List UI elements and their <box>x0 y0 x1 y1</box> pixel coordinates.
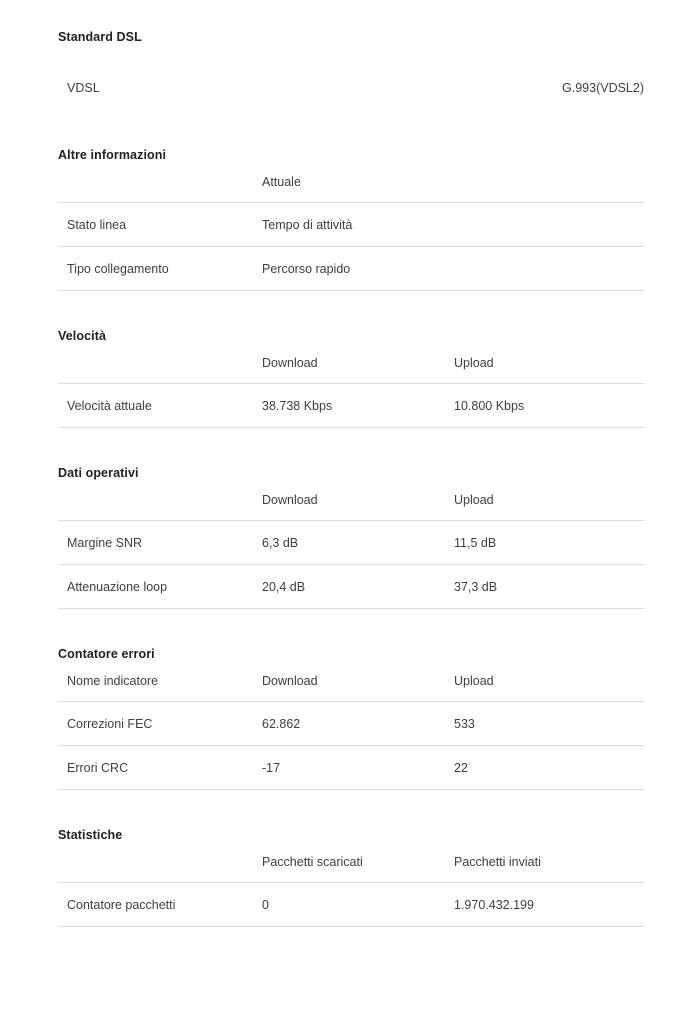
header-col-b: Upload <box>454 674 494 688</box>
header-label <box>58 480 262 520</box>
row-col-a: 62.862 <box>262 702 454 746</box>
table-row <box>58 203 644 247</box>
row-col-a: 0 <box>262 883 454 927</box>
header-col-a: Attuale <box>262 175 301 189</box>
section-velocita <box>0 329 690 428</box>
header-col-a: Download <box>262 493 318 507</box>
row-col-b: 11,5 dB <box>454 521 644 565</box>
table-dati-operativi <box>58 480 644 609</box>
row-col-b: 22 <box>454 746 644 790</box>
row-label: Contatore pacchetti <box>58 883 262 927</box>
table-row <box>58 702 644 746</box>
table-statistiche <box>58 842 644 927</box>
table-row <box>58 384 644 428</box>
header-col-b: Upload <box>454 493 494 507</box>
row-col-a: -17 <box>262 746 454 790</box>
table-row <box>58 521 644 565</box>
section-title-standard-dsl: Standard DSL <box>58 30 142 44</box>
row-col-a: 6,3 dB <box>262 521 454 565</box>
section-title-altre-informazioni: Altre informazioni <box>58 148 167 162</box>
spacer <box>0 428 690 466</box>
row-label: Correzioni FEC <box>58 702 262 746</box>
row-col-b: 533 <box>454 702 644 746</box>
table-header-row <box>58 842 644 882</box>
section-title-statistiche: Statistiche <box>58 828 123 842</box>
standard-dsl-value: G.993(VDSL2) <box>562 81 644 95</box>
row-col-a: Percorso rapido <box>262 247 454 291</box>
header-label <box>58 162 262 202</box>
table-row <box>58 247 644 291</box>
header-col-b <box>454 162 644 202</box>
row-label: Margine SNR <box>58 521 262 565</box>
table-row <box>58 565 644 609</box>
row-col-b: 37,3 dB <box>454 565 644 609</box>
section-title-contatore-errori: Contatore errori <box>58 647 155 661</box>
spacer <box>0 609 690 647</box>
table-altre-informazioni <box>58 162 644 291</box>
header-label <box>58 343 262 383</box>
table-row <box>58 746 644 790</box>
table-header-row <box>58 343 644 383</box>
section-dati-operativi <box>0 466 690 609</box>
header-col-a: Download <box>262 356 318 370</box>
spacer <box>58 44 644 66</box>
row-col-a: 38.738 Kbps <box>262 384 454 428</box>
row-label: Attenuazione loop <box>58 565 262 609</box>
table-contatore-errori <box>58 661 644 790</box>
spacer <box>0 291 690 329</box>
header-col-b: Upload <box>454 356 494 370</box>
header-col-a: Download <box>262 674 318 688</box>
row-col-b: 1.970.432.199 <box>454 883 644 927</box>
table-header-row <box>58 162 644 202</box>
section-contatore-errori <box>0 647 690 790</box>
row-col-a: 20,4 dB <box>262 565 454 609</box>
row-col-b <box>454 247 644 291</box>
table-velocita <box>58 343 644 428</box>
section-standard-dsl <box>0 30 690 110</box>
spacer <box>0 110 690 148</box>
table-row <box>58 883 644 927</box>
standard-dsl-row <box>58 66 644 110</box>
row-label: Tipo collegamento <box>58 247 262 291</box>
section-title-dati-operativi: Dati operativi <box>58 466 139 480</box>
header-col-b: Pacchetti inviati <box>454 855 541 869</box>
section-title-velocita: Velocità <box>58 329 107 343</box>
top-spacer <box>0 0 690 30</box>
header-col-a: Pacchetti scaricati <box>262 855 363 869</box>
row-label: Velocità attuale <box>58 384 262 428</box>
row-col-a: Tempo di attività <box>262 203 454 247</box>
section-statistiche <box>0 828 690 927</box>
table-header-row <box>58 480 644 520</box>
row-label: Errori CRC <box>58 746 262 790</box>
header-label <box>58 842 262 882</box>
row-col-b: 10.800 Kbps <box>454 384 644 428</box>
header-label: Nome indicatore <box>67 674 159 688</box>
spacer <box>0 790 690 828</box>
row-label: Stato linea <box>58 203 262 247</box>
table-header-row <box>58 661 644 701</box>
row-col-b <box>454 203 644 247</box>
section-altre-informazioni <box>0 148 690 291</box>
standard-dsl-label: VDSL <box>67 81 100 95</box>
